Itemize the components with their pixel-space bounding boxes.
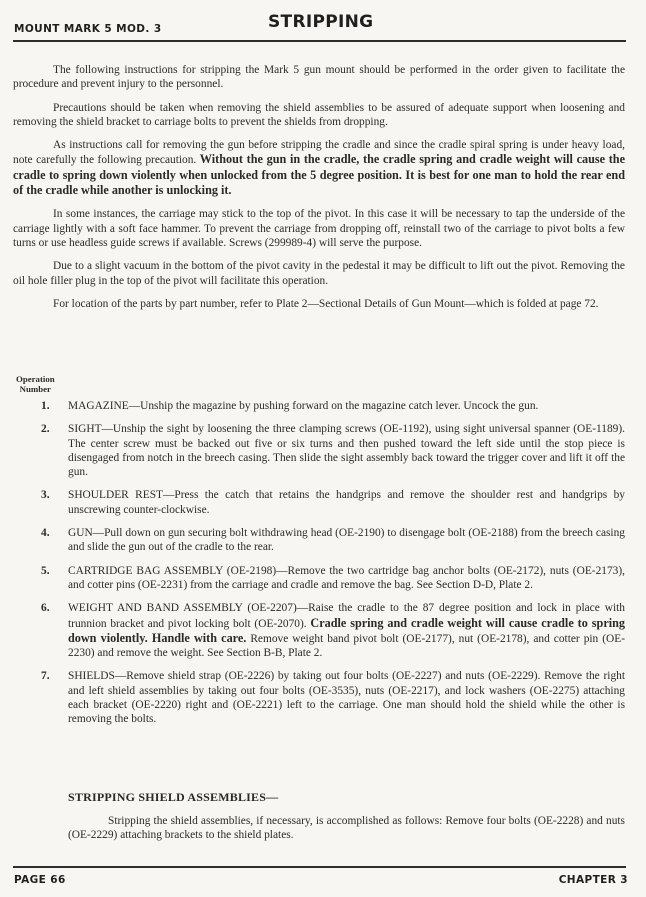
operation-text: MAGAZINE—Unship the magazine by pushing forward on the magazine catch lever. Uncock the gun. [68,400,539,412]
operation-text: WEIGHT AND BAND ASSEMBLY (OE-2207)—Raise the cradle to the 87 degree position and lock in place with trunnion bracket and pivot locking bolt (OE-2070). [68,602,625,630]
operation-number: 1. [41,400,50,412]
operation-number-label: Operation Number [16,374,55,394]
warning-text: Cradle spring and cradle weight will cause cradle to spring down violently. Handle with care. [68,615,625,645]
operation-text: SIGHT—Unship the sight by loosening the three clamping screws (OE-1192), using sight universal spanner (OE-1189). The center screw must be backed out five or six turns and then pushed toward the left side until the stop piece is disengaged from notch in the breech casing. Then slide the sight assembly back toward the trigger cover and lift it off the gun. [68,423,625,479]
operation-item [38,422,625,479]
intro-paragraph-precaution: As instructions call for removing the gun before stripping the cradle and since the cradle spiral spring is under heavy load, note carefully the following precaution. Without the gun in the cradle, the cradle spring and cradle weight will cause the cradle to spring down violently when unlocked from the 5 degree position. It is best for one man to hold the rear end of the cradle while another is unlocking it. [13,139,625,198]
intro-paragraph: Due to a slight vacuum in the bottom of the pivot cavity in the pedestal it may be difficult to lift out the pivot. Removing the oil hole filler plug in the top of the pivot will facilitate this operation. [13,260,625,287]
page-number: PAGE 66 [14,874,66,886]
intro-paragraph: Precautions should be taken when removing the shield assemblies to be assured of adequate support when loosening and removing the shield bracket to carriage bolts to prevent the shields from dropping. [13,101,625,128]
operation-item [38,399,625,413]
page-title: STRIPPING [268,12,374,32]
operation-item [38,564,625,593]
section-heading: STRIPPING SHIELD ASSEMBLIES— [68,790,279,804]
operation-item [38,669,625,726]
operation-text: GUN—Pull down on gun securing bolt withdrawing head (OE-2190) to disengage bolt (OE-2188) from the breech casing and slide the gun out of the cradle to the rear. [68,527,625,554]
operation-number: 3. [41,489,50,502]
footer-rule [13,866,626,868]
running-head: MOUNT MARK 5 MOD. 3 [14,23,162,35]
operation-number: 2. [41,423,50,436]
operation-number: 5. [41,564,50,577]
intro-paragraph: In some instances, the carriage may stick to the top of the pivot. In this case it will be necessary to tap the underside of the carriage lightly with a soft face hammer. To prevent the carriage from dropping off, reinstall two of the carriage to pivot bolts a few turns or use headless guide screws if available. Screws (299989-4) will serve the purpose. [13,208,625,249]
operation-number: 4. [41,527,50,540]
operations-list [38,399,625,736]
operation-text: SHOULDER REST—Press the catch that retains the handgrips and remove the shoulder rest and handgrips by unscrewing counter-clockwise. [68,489,625,516]
intro-section [13,63,625,311]
warning-text: Without the gun in the cradle, the cradle spring and cradle weight will cause the cradle to spring down violently when unlocked from the 5 degree position. It is best for one man to hold the rear end of the cradle while another is unlocking it. [13,152,625,198]
chapter-label: CHAPTER 3 [558,874,628,886]
operation-item [38,601,625,660]
operation-text: SHIELDS—Remove shield strap (OE-2226) by taking out four bolts (OE-2227) and nuts (OE-2229). Remove the right and left shield assemblies by taking out four bolts (OE-3535), nuts (OE-2217), and lock washers (OE-2275) attaching each bracket (OE-2220) right and (OE-2221) left to the carriage. One man should hold the shield while the other is removing the bolts. [68,670,625,726]
operation-text: CARTRIDGE BAG ASSEMBLY (OE-2198)—Remove the two cartridge bag anchor bolts (OE-2172), nuts (OE-2173), and cotter pins (OE-2231) from the carriage and cradle and remove the bag. See Section D-D, Plate 2. [68,564,625,591]
header-rule [13,40,626,42]
operation-item [38,488,625,517]
operation-text-continued: Remove weight band pivot bolt (OE-2177), nut (OE-2178), and cotter pin (OE-2230) and remove the weight. See Section B-B, Plate 2. [68,632,626,660]
page-header [14,8,626,38]
operation-item [38,526,625,555]
intro-paragraph: For location of the parts by part number, refer to Plate 2—Sectional Details of Gun Mount—which is folded at page 72. [53,297,599,310]
operation-number: 7. [41,670,50,683]
operation-number: 6. [41,602,50,615]
section-body: Stripping the shield assemblies, if necessary, is accomplished as follows: Remove four bolts (OE-2228) and nuts (OE-2229) attaching brackets to the shield plates. [68,815,625,842]
intro-paragraph: The following instructions for stripping the Mark 5 gun mount should be performed in the order given to facilitate the procedure and prevent injury to the personnel. [13,64,625,91]
